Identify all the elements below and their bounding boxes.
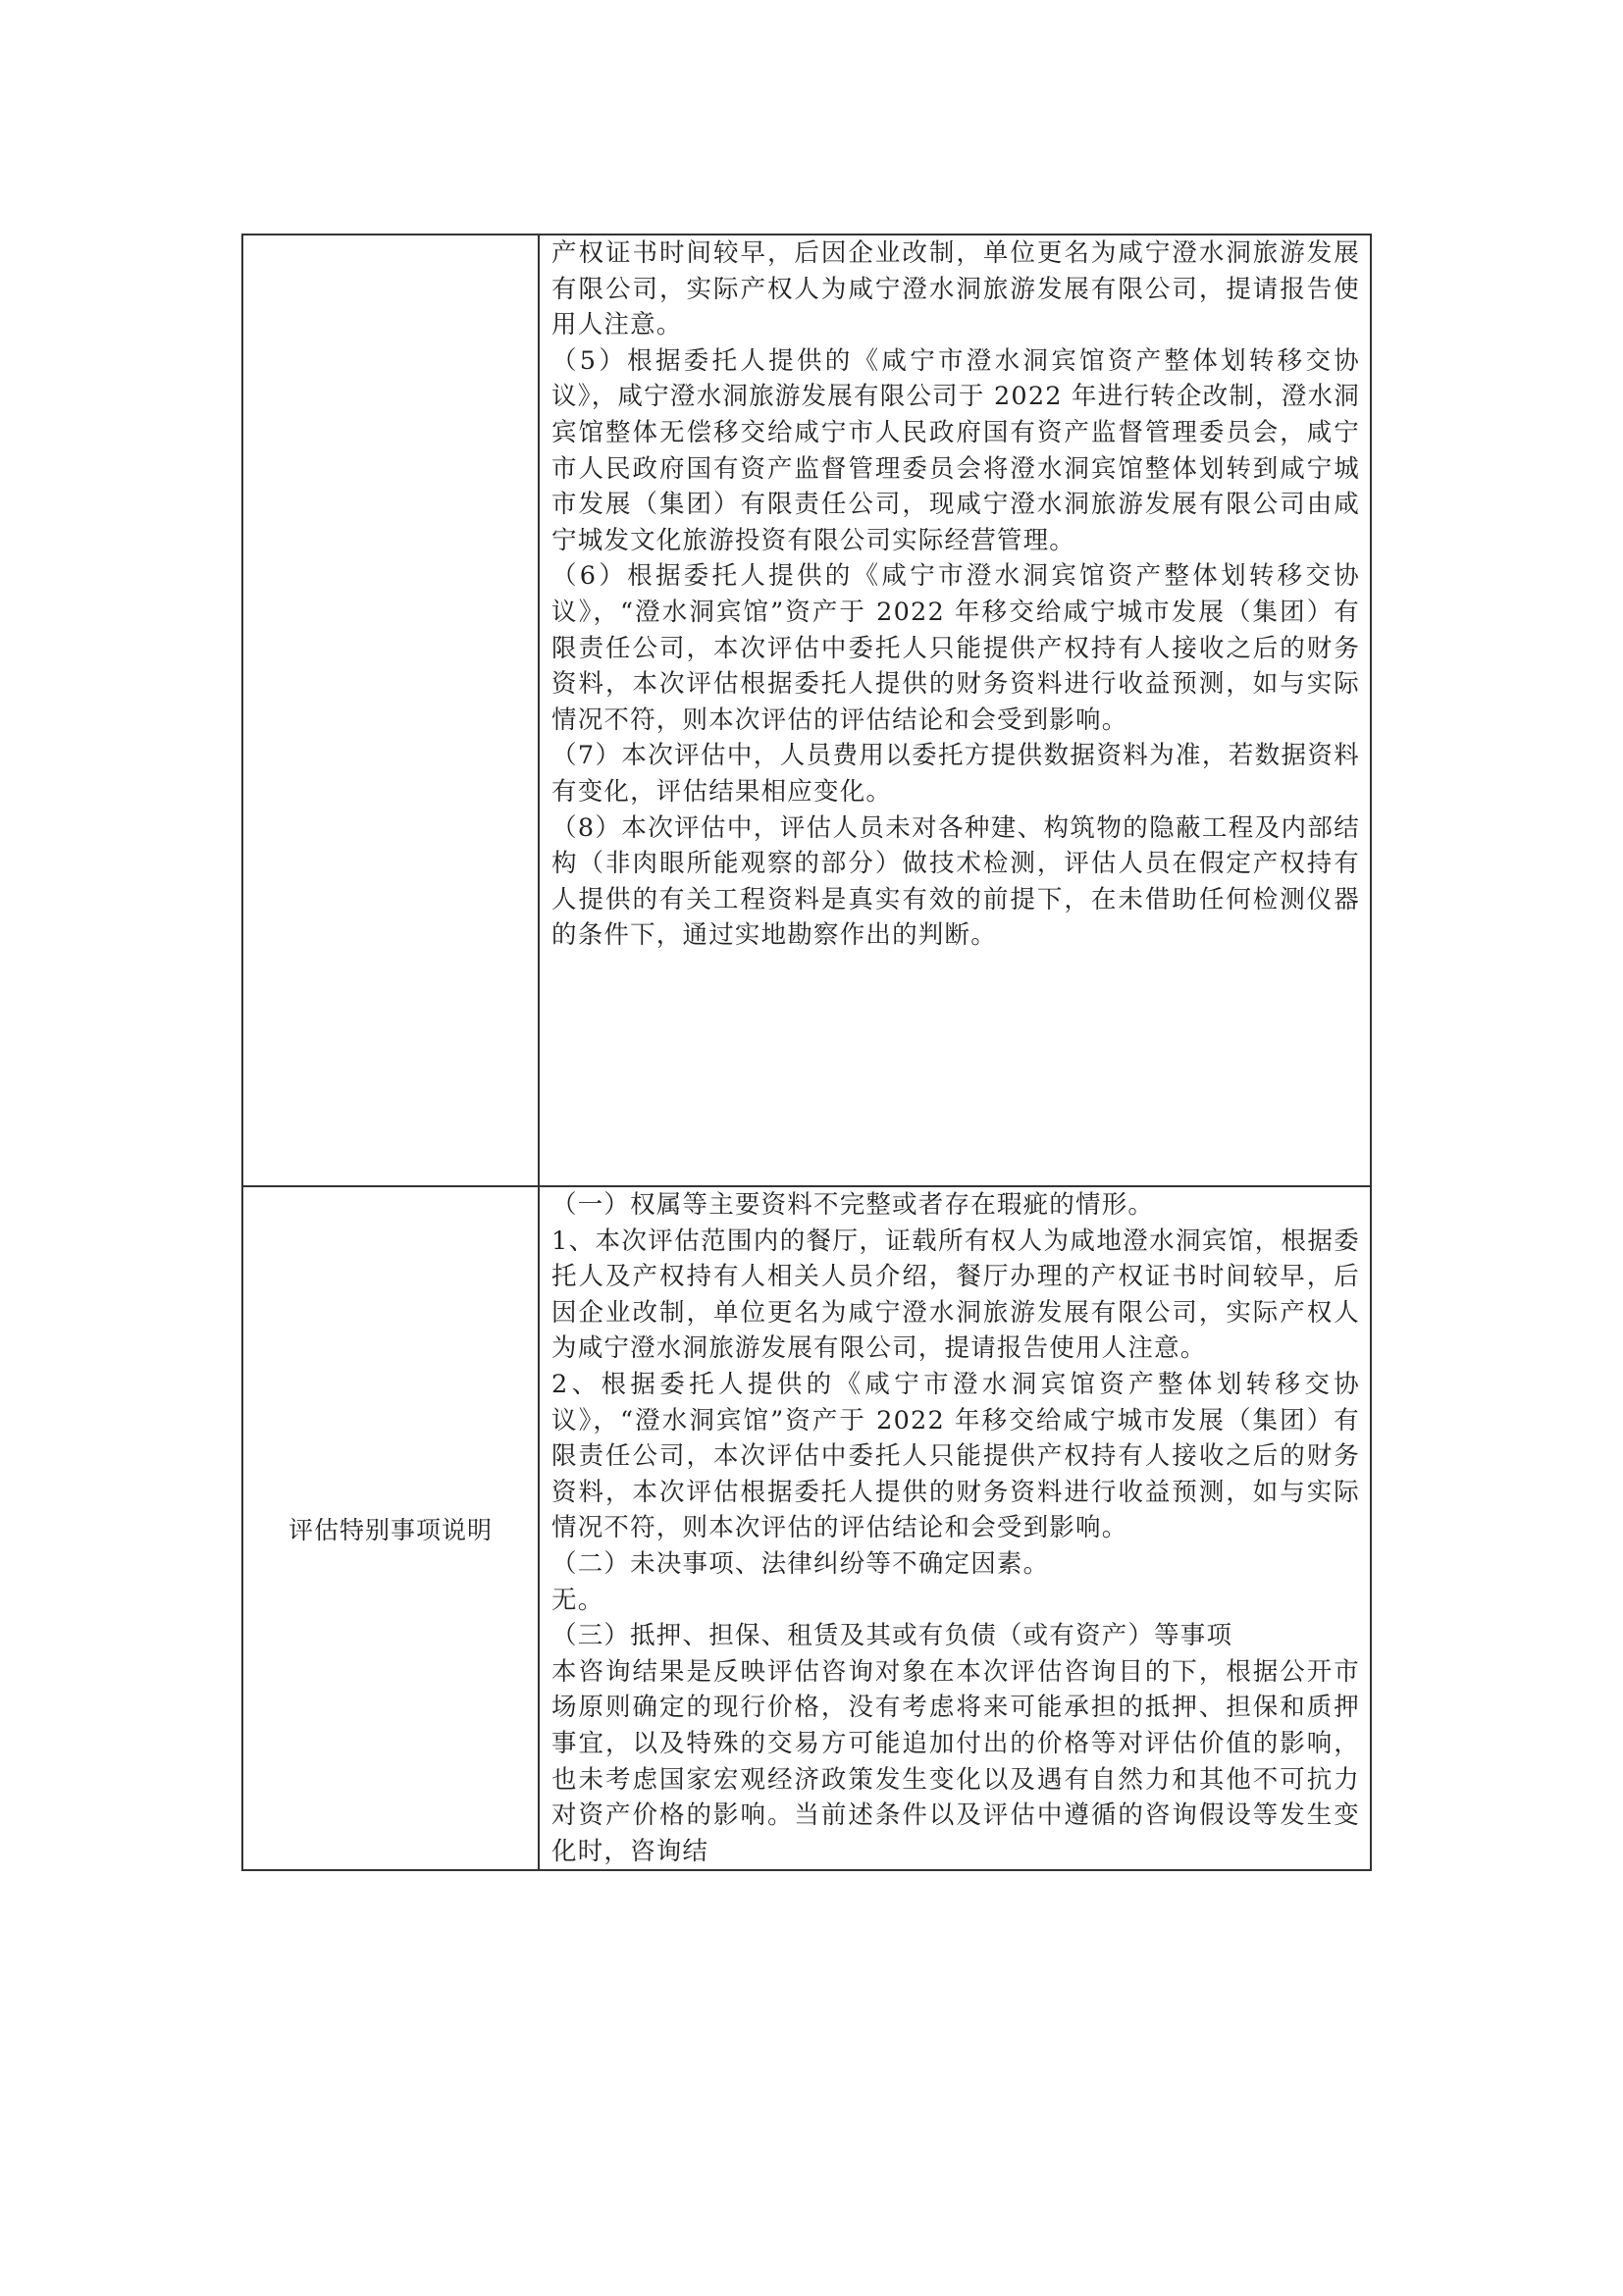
paragraph: （二）未决事项、法律纠纷等不确定因素。 [551, 1548, 1050, 1579]
row-content-cell [539, 235, 1371, 1186]
row-content-cell [539, 1186, 1371, 1870]
paragraph: 产权证书时间较早，后因企业改制，单位更名为咸宁澄水洞旅游发展有限公司，实际产权人为咸宁澄水洞旅游发展有限公司，提请报告使用人注意。 [551, 238, 1360, 340]
row-label-cell [242, 235, 539, 1186]
paragraph: （8）本次评估中，评估人员未对各种建、构筑物的隐蔽工程及内部结构（非肉眼所能观察的部分）做技术检测，评估人员在假定产权持有人提供的有关工程资料是真实有效的前提下，在未借助任何检测仪器的条件下，通过实地勘察作出的判断。 [551, 812, 1360, 951]
row-label: 评估特别事项说明 [288, 1515, 493, 1544]
paragraph: （6）根据委托人提供的《咸宁市澄水洞宾馆资产整体划转移交协议》，“澄水洞宾馆”资产于 2022 年移交给咸宁城市发展（集团）有限责任公司，本次评估中委托人只能提供产权持有人接收之后的财务资料，本次评估根据委托人提供的财务资料进行收益预测，如与实际情况不符，则本次评估的评估结论和会受到影响。 [551, 561, 1360, 735]
paragraph: 1、本次评估范围内的餐厅，证载所有权人为咸地澄水洞宾馆，根据委托人及产权持有人相关人员介绍，餐厅办理的产权证书时间较早，后因企业改制，单位更名为咸宁澄水洞旅游发展有限公司，实际产权人为咸宁澄水洞旅游发展有限公司，提请报告使用人注意。 [551, 1226, 1360, 1364]
row-label-cell [242, 1186, 539, 1870]
paragraph: 2、根据委托人提供的《咸宁市澄水洞宾馆资产整体划转移交协议》，“澄水洞宾馆”资产于 2022 年移交给咸宁城市发展（集团）有限责任公司，本次评估中委托人只能提供产权持有人接收之后的财务资料，本次评估根据委托人提供的财务资料进行收益预测，如与实际情况不符，则本次评估的评估结论和会受到影响。 [551, 1369, 1360, 1543]
paragraph: （7）本次评估中，人员费用以委托方提供数据资料为准，若数据资料有变化，评估结果相应变化。 [551, 741, 1360, 807]
paragraph: （一）权属等主要资料不完整或者存在瑕疵的情形。 [551, 1190, 1155, 1220]
paragraph: （三）抵押、担保、租赁及其或有负债（或有资产）等事项 [551, 1621, 1233, 1651]
table-row [242, 235, 1371, 1186]
paragraph: （5）根据委托人提供的《咸宁市澄水洞宾馆资产整体划转移交协议》，咸宁澄水洞旅游发展有限公司于 2022 年进行转企改制，澄水洞宾馆整体无偿移交给咸宁市人民政府国有资产监督管理委员会，咸宁市人民政府国有资产监督管理委员会将澄水洞宾馆整体划转到咸宁城市发展（集团）有限责任公司，现咸宁澄水洞旅游发展有限公司由咸宁城发文化旅游投资有限公司实际经营管理。 [551, 345, 1360, 555]
assessment-table [241, 234, 1372, 1871]
paragraph: 本咨询结果是反映评估咨询对象在本次评估咨询目的下，根据公开市场原则确定的现行价格，没有考虑将来可能承担的抵押、担保和质押事宜，以及特殊的交易方可能追加付出的价格等对评估价值的影响，也未考虑国家宏观经济政策发生变化以及遇有自然力和其他不可抗力对资产价格的影响。当前述条件以及评估中遵循的咨询假设等发生变化时，咨询结 [551, 1656, 1360, 1866]
paragraph: 无。 [551, 1585, 604, 1615]
table-row [242, 1186, 1371, 1870]
